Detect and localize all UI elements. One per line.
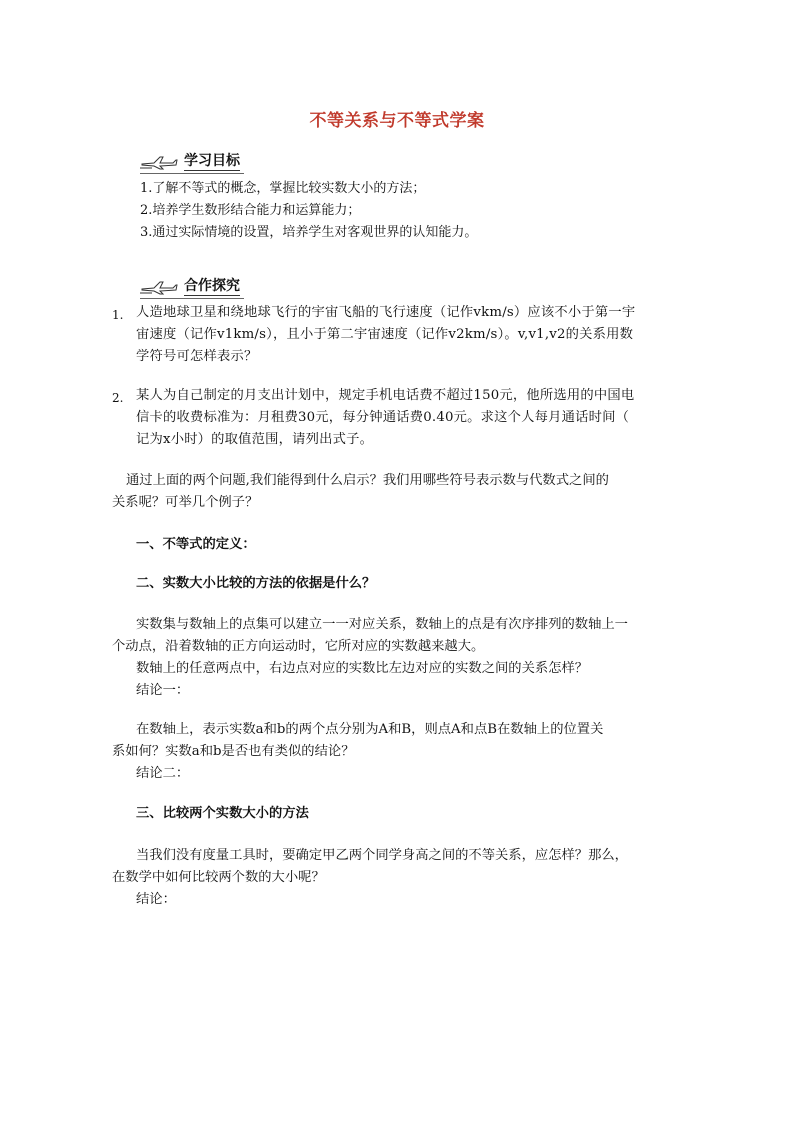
goal-item-1: 1.了解不等式的概念，掌握比较实数大小的方法； [140, 181, 426, 196]
part-2-para-3-line-2: 系如何？实数a和b是否也有类似的结论？ [112, 744, 355, 759]
question-2-line-2: 信卡的收费标准为：月租费30元，每分钟通话费0.40元。求这个人每月通话时间（ [136, 410, 630, 425]
divider [140, 173, 244, 174]
question-number-2: 2. [112, 391, 124, 405]
part-2-para-2: 数轴上的任意两点中，右边点对应的实数比左边对应的实数之间的关系怎样？ [136, 661, 589, 676]
divider [140, 298, 244, 299]
question-1-line-2: 宙速度（记作v1km/s），且小于第二宇宙速度（记作v2km/s）。v,v1,v2的关系用数 [136, 327, 634, 342]
question-1-line-1: 人造地球卫星和绕地球飞行的宇宙飞船的飞行速度（记作vkm/s）应该不小于第一宇 [136, 305, 636, 320]
part-1-heading: 一、不等式的定义： [136, 537, 256, 552]
airplane-icon [140, 279, 178, 295]
part-3-para-line-1: 当我们没有度量工具时，要确定甲乙两个同学身高之间的不等关系，应怎样？那么， [136, 848, 628, 863]
conclusion-3: 结论： [136, 892, 176, 907]
goal-item-2: 2.培养学生数形结合能力和运算能力； [140, 203, 361, 218]
part-2-para-3-line-1: 在数轴上，表示实数a和b的两个点分别为A和B，则点A和点B在数轴上的位置关 [136, 722, 604, 737]
section-heading-label: 学习目标 [184, 153, 240, 169]
section-heading-goals [140, 151, 240, 173]
part-2-para-1-line-1: 实数集与数轴上的点集可以建立一一对应关系，数轴上的点是有次序排列的数轴上一 [136, 617, 628, 632]
part-3-heading: 三、比较两个实数大小的方法 [136, 806, 309, 821]
conclusion-1: 结论一： [136, 683, 190, 698]
airplane-icon [140, 154, 178, 170]
question-number-1: 1. [112, 308, 124, 322]
part-2-para-1-line-2: 个动点，沿着数轴的正方向运动时，它所对应的实数越来越大。 [112, 639, 485, 654]
intro-line-2: 关系呢？可举几个例子？ [112, 495, 259, 510]
conclusion-2: 结论二： [136, 766, 190, 781]
question-2-line-1: 某人为自己制定的月支出计划中，规定手机电话费不超过150元，他所选用的中国电 [136, 388, 635, 403]
question-1-line-3: 学符号可怎样表示？ [136, 349, 258, 364]
page-title: 不等关系与不等式学案 [309, 111, 485, 131]
part-2-heading: 二、实数大小比较的方法的依据是什么？ [136, 576, 376, 591]
intro-line-1: 通过上面的两个问题,我们能得到什么启示？我们用哪些符号表示数与代数式之间的 [126, 473, 609, 488]
part-3-para-line-2: 在数学中如何比较两个数的大小呢？ [112, 870, 325, 885]
goal-item-3: 3.通过实际情境的设置，培养学生对客观世界的认知能力。 [140, 225, 478, 240]
section-heading-explore [140, 276, 240, 298]
question-2-line-3: 记为x小时）的取值范围，请列出式子。 [136, 432, 374, 447]
section-heading-label: 合作探究 [184, 278, 240, 294]
